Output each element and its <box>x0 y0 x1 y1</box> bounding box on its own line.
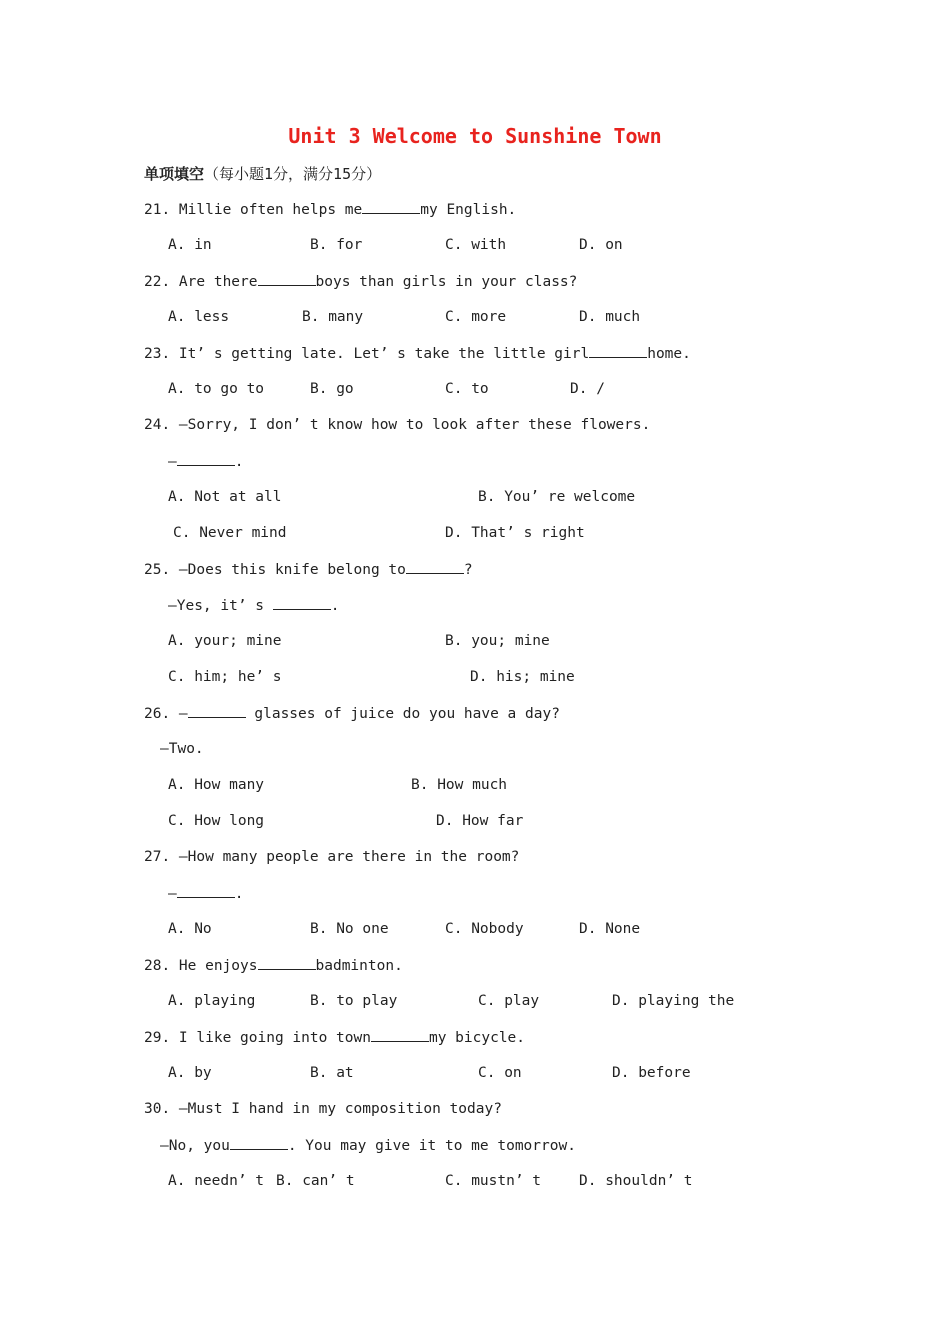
answer-option[interactable]: B. How much <box>411 777 508 793</box>
answer-option[interactable]: C. to <box>445 381 489 397</box>
question-text: ? <box>463 562 473 578</box>
question-text: badminton. <box>315 958 403 974</box>
question-text: 25. —Does this knife belong to <box>144 562 406 578</box>
answer-blank[interactable] <box>177 451 235 466</box>
answer-option[interactable]: A. No <box>168 921 212 937</box>
question-text: 28. He enjoys <box>144 958 258 974</box>
question-text: boys than girls in your class? <box>315 274 578 290</box>
answer-blank[interactable] <box>273 595 331 610</box>
answer-option[interactable]: C. him; he’ s <box>168 669 282 685</box>
question-text: home. <box>647 346 691 362</box>
question-text: 26. — <box>144 706 188 722</box>
answer-option[interactable]: B. for <box>310 237 363 253</box>
question-response <box>160 739 204 759</box>
question-text: —No, you <box>160 1138 230 1154</box>
question-stem <box>144 343 691 364</box>
answer-option[interactable]: B. You’ re welcome <box>478 489 636 505</box>
section-label: 单项填空 <box>144 165 205 183</box>
question-response <box>168 883 243 904</box>
question-text: — <box>168 886 177 902</box>
question-stem <box>144 199 516 220</box>
question-text: 30. —Must I hand in my composition today? <box>144 1101 502 1117</box>
answer-option[interactable]: B. many <box>302 309 364 325</box>
answer-option[interactable]: B. can’ t <box>276 1173 355 1189</box>
question-text: — <box>168 454 177 470</box>
answer-option[interactable]: A. Not at all <box>168 489 282 505</box>
answer-blank[interactable] <box>371 1027 429 1042</box>
answer-option[interactable]: A. How many <box>168 777 265 793</box>
question-text: 22. Are there <box>144 274 258 290</box>
question-text: my English. <box>420 202 517 218</box>
answer-option[interactable]: A. needn’ t <box>168 1173 265 1189</box>
answer-option[interactable]: C. Nobody <box>445 921 524 937</box>
answer-option[interactable]: C. with <box>445 237 507 253</box>
question-stem <box>144 703 560 724</box>
question-stem <box>144 559 473 580</box>
answer-option[interactable]: D. much <box>579 309 641 325</box>
question-text: glasses of juice do you have a day? <box>245 706 560 722</box>
question-text: my bicycle. <box>428 1030 526 1046</box>
answer-option[interactable]: A. by <box>168 1065 212 1081</box>
question-text: . <box>330 598 340 614</box>
answer-option[interactable]: A. to go to <box>168 381 265 397</box>
answer-option[interactable]: D. That’ s right <box>445 525 585 541</box>
answer-blank[interactable] <box>258 271 316 286</box>
answer-option[interactable]: A. less <box>168 309 230 325</box>
answer-blank[interactable] <box>362 199 420 214</box>
section-header <box>144 163 381 184</box>
answer-blank[interactable] <box>230 1135 288 1150</box>
answer-option[interactable]: D. before <box>612 1065 691 1081</box>
question-text: . You may give it to me tomorrow. <box>287 1138 576 1154</box>
answer-option[interactable]: B. to play <box>310 993 398 1009</box>
question-text: —Yes, it’ s <box>168 598 273 614</box>
answer-option[interactable]: D. None <box>579 921 641 937</box>
answer-option[interactable]: D. playing the <box>612 993 735 1009</box>
question-stem <box>144 271 577 292</box>
question-response <box>160 1135 576 1156</box>
answer-option[interactable]: B. go <box>310 381 354 397</box>
question-text: 24. —Sorry, I don’ t know how to look after these flowers. <box>144 417 651 433</box>
answer-option[interactable]: D. shouldn’ t <box>579 1173 693 1189</box>
answer-option[interactable]: C. Never mind <box>173 525 287 541</box>
question-stem <box>144 1099 502 1119</box>
question-response <box>168 451 243 472</box>
answer-blank[interactable] <box>258 955 316 970</box>
answer-blank[interactable] <box>177 883 235 898</box>
answer-option[interactable]: D. on <box>579 237 623 253</box>
answer-option[interactable]: A. playing <box>168 993 256 1009</box>
question-stem <box>144 415 650 435</box>
answer-option[interactable]: D. his; mine <box>470 669 575 685</box>
question-text: —Two. <box>160 741 204 757</box>
answer-blank[interactable] <box>589 343 647 358</box>
answer-option[interactable]: D. / <box>570 381 605 397</box>
question-stem <box>144 1027 525 1048</box>
question-stem <box>144 955 403 976</box>
page-title: Unit 3 Welcome to Sunshine Town <box>288 124 662 148</box>
answer-option[interactable]: B. at <box>310 1065 354 1081</box>
question-stem <box>144 847 519 867</box>
answer-option[interactable]: C. on <box>478 1065 522 1081</box>
question-text: 29. I like going into town <box>144 1030 371 1046</box>
answer-blank[interactable] <box>188 703 246 718</box>
answer-option[interactable]: B. you; mine <box>445 633 550 649</box>
question-text: 27. —How many people are there in the room? <box>144 849 520 865</box>
question-text: . <box>234 454 244 470</box>
answer-option[interactable]: C. mustn’ t <box>445 1173 542 1189</box>
answer-option[interactable]: C. How long <box>168 813 265 829</box>
answer-option[interactable]: B. No one <box>310 921 389 937</box>
question-text: . <box>234 886 244 902</box>
answer-option[interactable]: C. play <box>478 993 540 1009</box>
answer-option[interactable]: C. more <box>445 309 507 325</box>
section-note: （每小题1分，满分15分） <box>204 165 382 183</box>
answer-blank[interactable] <box>406 559 464 574</box>
question-text: 21. Millie often helps me <box>144 202 363 218</box>
answer-option[interactable]: A. your; mine <box>168 633 282 649</box>
answer-option[interactable]: A. in <box>168 237 212 253</box>
question-response <box>168 595 340 616</box>
answer-option[interactable]: D. How far <box>436 813 524 829</box>
question-text: 23. It’ s getting late. Let’ s take the little girl <box>144 346 590 362</box>
